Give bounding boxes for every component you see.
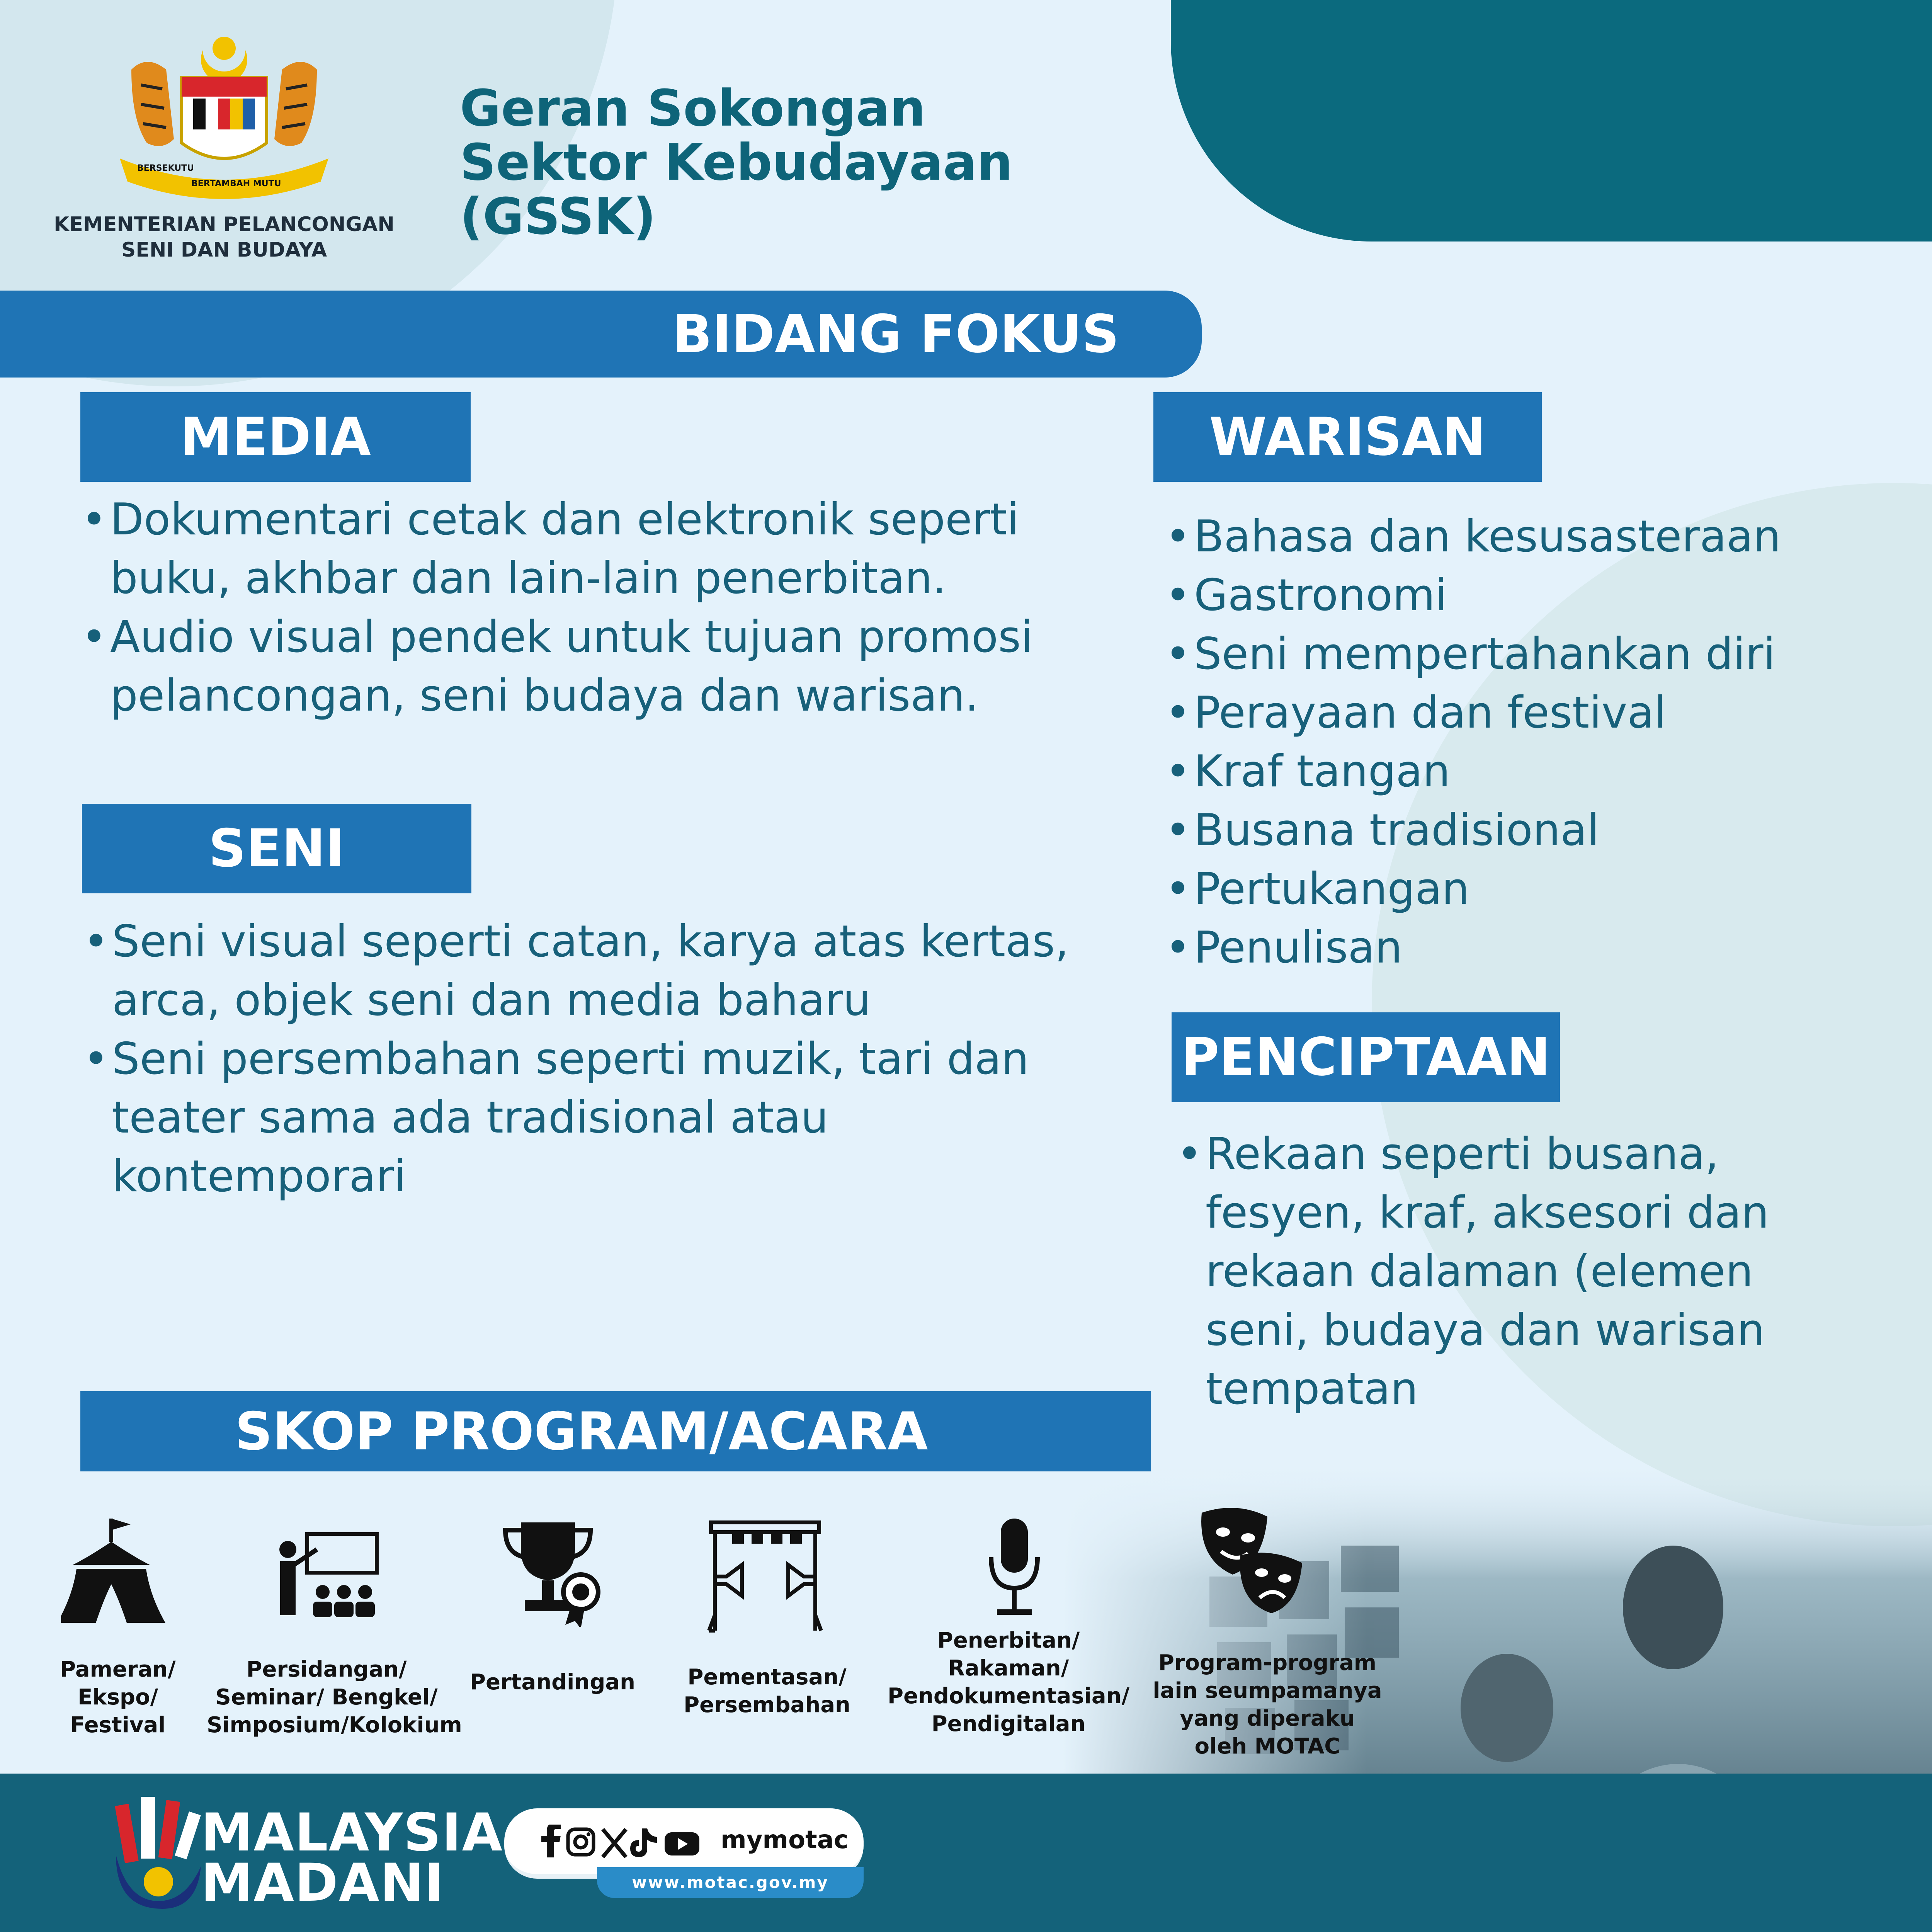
- list-item: • Kraf tangan: [1165, 742, 1899, 801]
- instagram-icon: [568, 1829, 594, 1855]
- program-label-penerbitan: [885, 1627, 1132, 1738]
- background-teal-corner: [1171, 0, 1932, 242]
- seni-list: [83, 912, 1072, 1206]
- program-label-line: lain seumpamanya: [1153, 1678, 1382, 1703]
- malaysia-madani-wordmark: [201, 1802, 503, 1913]
- svg-text:BERSEKUTU: BERSEKUTU: [137, 163, 194, 173]
- program-label-line: Pameran/: [60, 1657, 176, 1682]
- program-label-line: Pendokumentasian/: [888, 1684, 1129, 1709]
- program-label-line: Persidangan/: [246, 1657, 407, 1682]
- program-label-lain: [1144, 1649, 1391, 1760]
- list-item: • Rekaan seperti busana, fesyen, kraf, aksesori dan rekaan dalaman (elemen seni, budaya dan warisan tempatan: [1177, 1124, 1833, 1418]
- program-label-pameran: [35, 1656, 201, 1739]
- program-label-line: Penerbitan/: [937, 1628, 1080, 1653]
- warisan-list: [1165, 507, 1899, 977]
- page-title: [460, 79, 1194, 246]
- list-item: • Seni persembahan seperti muzik, tari dan teater sama ada tradisional atau kontemporari: [83, 1029, 1072, 1206]
- ministry-name: [50, 212, 398, 263]
- program-label-line: Rakaman/: [948, 1656, 1069, 1681]
- penciptaan-section-tag: PENCIPTAAN: [1172, 1012, 1560, 1102]
- program-label-line: Program-program: [1158, 1650, 1377, 1675]
- brand-line2: MADANI: [201, 1852, 445, 1913]
- program-label-line: Pertandingan: [470, 1670, 635, 1695]
- tiktok-icon: [630, 1828, 657, 1857]
- program-label-line: Ekspo/: [78, 1685, 158, 1710]
- skop-program-banner: [80, 1391, 1151, 1471]
- coat-of-arms-emblem: [104, 35, 344, 201]
- media-list: [81, 490, 1070, 725]
- brand-line1: MALAYSIA: [201, 1802, 503, 1863]
- media-section-tag: MEDIA: [80, 392, 471, 482]
- list-item: • Bahasa dan kesusasteraan: [1165, 507, 1899, 566]
- program-label-line: Seminar/ Bengkel/: [215, 1685, 438, 1710]
- microphone-icon: [956, 1511, 1072, 1627]
- svg-text:BERTAMBAH MUTU: BERTAMBAH MUTU: [191, 179, 281, 189]
- list-item: • Busana tradisional: [1165, 801, 1899, 859]
- website-url[interactable]: www.motac.gov.my: [597, 1867, 864, 1898]
- tent-icon: [61, 1511, 177, 1627]
- youtube-icon: [665, 1832, 699, 1855]
- list-item: • Pertukangan: [1165, 859, 1899, 918]
- program-label-line: Pendigitalan: [931, 1711, 1086, 1736]
- program-label-line: Simposium/Kolokium: [207, 1713, 462, 1738]
- program-label-line: oleh MOTAC: [1194, 1734, 1340, 1759]
- theatre-masks-icon: [1194, 1501, 1310, 1617]
- bidang-fokus-heading: BIDANG FOKUS: [672, 304, 1119, 364]
- x-icon: [603, 1829, 626, 1857]
- malaysia-madani-logo: [104, 1793, 205, 1917]
- ministry-name-line2: SENI DAN BUDAYA: [121, 238, 327, 262]
- list-item: • Penulisan: [1165, 918, 1899, 977]
- facebook-icon: [541, 1825, 561, 1857]
- list-item: • Seni mempertahankan diri: [1165, 624, 1899, 683]
- bidang-fokus-banner: [0, 291, 1202, 378]
- program-label-pementasan: [667, 1663, 867, 1719]
- program-label-line: Festival: [70, 1713, 166, 1738]
- program-label-line: yang diperaku: [1180, 1706, 1355, 1731]
- social-handle: mymotac: [721, 1826, 849, 1854]
- seni-section-tag: SENI: [82, 804, 471, 893]
- skop-program-heading: SKOP PROGRAM/ACARA: [235, 1401, 928, 1462]
- social-icons: [535, 1825, 721, 1859]
- social-media-block: [504, 1808, 867, 1892]
- title-line2: Sektor Kebudayaan (GSSK): [460, 133, 1013, 246]
- list-item: • Dokumentari cetak dan elektronik seperti buku, akhbar dan lain-lain penerbitan.: [81, 490, 1070, 607]
- program-label-pertandingan: [456, 1668, 649, 1696]
- program-label-line: Persembahan: [684, 1692, 850, 1718]
- list-item: • Audio visual pendek untuk tujuan promosi pelancongan, seni budaya dan warisan.: [81, 607, 1070, 725]
- penciptaan-list: [1177, 1124, 1833, 1418]
- presentation-icon: [269, 1511, 384, 1627]
- stage-lights-icon: [707, 1519, 823, 1634]
- ministry-name-line1: KEMENTERIAN PELANCONGAN: [54, 213, 395, 236]
- warisan-section-tag: WARISAN: [1153, 392, 1542, 482]
- program-label-persidangan: [207, 1656, 462, 1739]
- title-line1: Geran Sokongan: [460, 79, 926, 138]
- list-item: • Seni visual seperti catan, karya atas kertas, arca, objek seni dan media baharu: [83, 912, 1072, 1029]
- list-item: • Perayaan dan festival: [1165, 683, 1899, 742]
- trophy-icon: [494, 1511, 610, 1627]
- program-label-line: Pementasan/: [687, 1665, 847, 1690]
- list-item: • Gastronomi: [1165, 566, 1899, 624]
